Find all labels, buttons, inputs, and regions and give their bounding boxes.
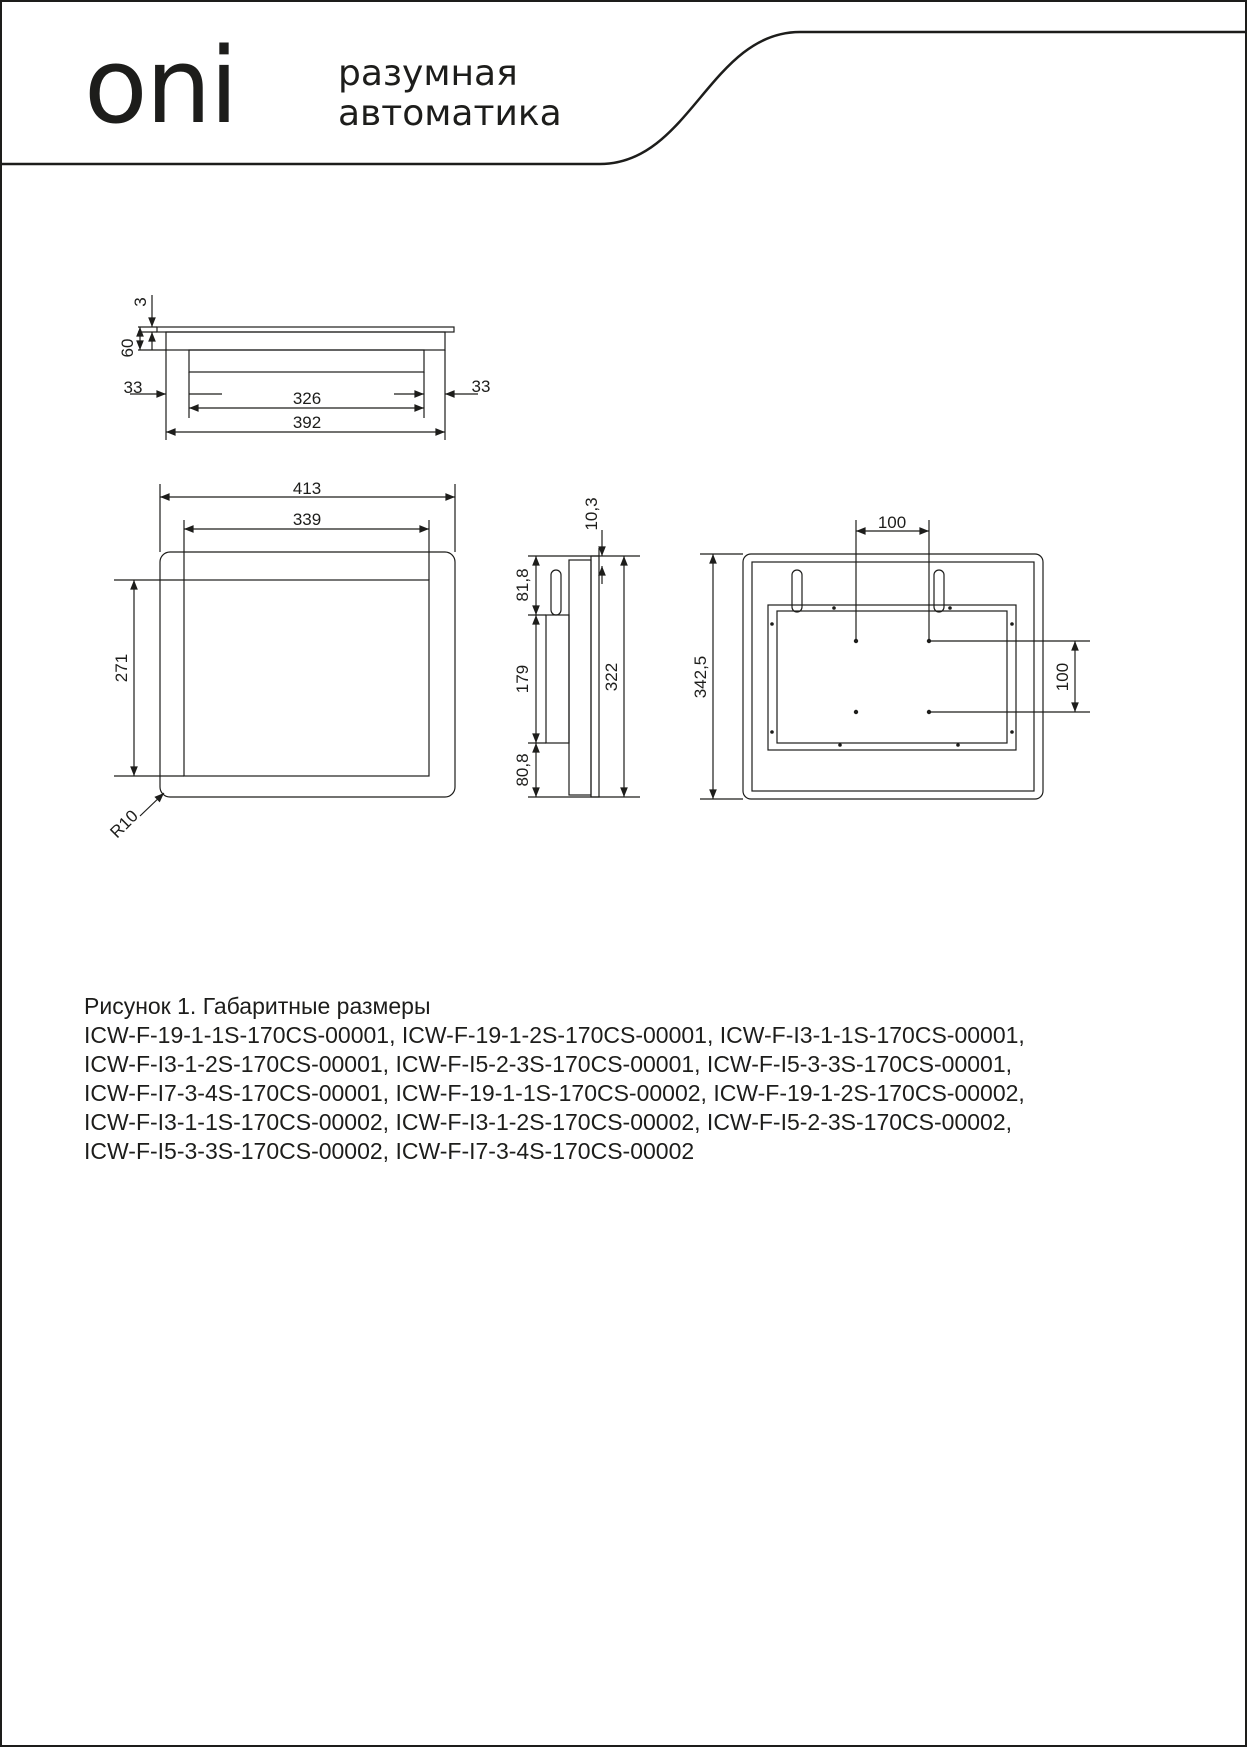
dim-box-height: 179 bbox=[513, 664, 532, 694]
front-view-frame bbox=[160, 552, 455, 797]
top-view-body bbox=[166, 332, 445, 350]
caption-line: ICW-F-I3-1-2S-170CS-00001, ICW-F-I5-2-3S-170CS-00001, ICW-F-I5-3-3S-170CS-00001, bbox=[84, 1051, 1013, 1077]
dim-top-offset: 81,8 bbox=[513, 568, 532, 602]
screw-hole bbox=[832, 606, 836, 610]
caption-line: ICW-F-I5-3-3S-170CS-00002, ICW-F-I7-3-4S-170CS-00002 bbox=[84, 1138, 695, 1164]
dim-body-width: 392 bbox=[292, 413, 322, 432]
mount-hole bbox=[927, 639, 931, 643]
rear-view-box-inner bbox=[777, 611, 1007, 743]
side-view bbox=[528, 530, 640, 797]
caption-line: ICW-F-I3-1-1S-170CS-00002, ICW-F-I3-1-2S-170CS-00002, ICW-F-I5-2-3S-170CS-00002, bbox=[84, 1109, 1013, 1135]
mount-hole bbox=[854, 639, 858, 643]
dim-corner-radius: R10 bbox=[106, 806, 142, 842]
screw-hole bbox=[1010, 730, 1014, 734]
side-view-body bbox=[569, 560, 591, 795]
dim-flange-thickness: 3 bbox=[131, 297, 150, 307]
screw-hole bbox=[1010, 622, 1014, 626]
rear-view-frame bbox=[743, 554, 1043, 799]
dim-depth: 60 bbox=[118, 338, 137, 358]
dim-inner-width: 326 bbox=[292, 389, 322, 408]
dim-screen-width: 339 bbox=[292, 510, 322, 529]
caption-title: Рисунок 1. Габаритные размеры bbox=[84, 993, 431, 1019]
dim-offset-left: 33 bbox=[123, 378, 143, 397]
front-view bbox=[114, 484, 455, 816]
rear-view-inner bbox=[752, 562, 1034, 791]
tagline-line-2: автоматика bbox=[338, 93, 562, 134]
top-view-flange bbox=[157, 327, 454, 332]
screw-hole bbox=[770, 622, 774, 626]
dim-screen-height: 271 bbox=[112, 653, 131, 683]
dim-bottom-offset: 80,8 bbox=[513, 753, 532, 787]
tagline-line-1: разумная bbox=[338, 53, 518, 94]
mount-hole bbox=[854, 710, 858, 714]
top-view-box bbox=[189, 350, 424, 372]
side-view-bracket bbox=[551, 570, 561, 615]
screw-hole bbox=[838, 743, 842, 747]
caption-line: ICW-F-19-1-1S-170CS-00001, ICW-F-19-1-2S-170CS-00001, ICW-F-I3-1-1S-170CS-00001, bbox=[84, 1022, 1025, 1048]
dim-body-height: 322 bbox=[602, 662, 621, 692]
screw-hole bbox=[956, 743, 960, 747]
dim-front-thickness: 10,3 bbox=[582, 497, 601, 531]
screw-hole bbox=[770, 730, 774, 734]
rear-view-holes bbox=[770, 606, 1014, 747]
dim-mount-spacing-v: 100 bbox=[1053, 662, 1072, 692]
figure-caption bbox=[84, 992, 1204, 1166]
side-view-front-panel bbox=[591, 556, 599, 797]
rear-view bbox=[700, 520, 1090, 799]
rear-view-box bbox=[768, 605, 1016, 750]
dim-mount-spacing-h: 100 bbox=[877, 513, 907, 532]
dim-overall-width: 413 bbox=[292, 479, 322, 498]
caption-line: ICW-F-I7-3-4S-170CS-00001, ICW-F-19-1-1S-170CS-00002, ICW-F-19-1-2S-170CS-00002, bbox=[84, 1080, 1025, 1106]
mount-hole bbox=[927, 710, 931, 714]
screw-hole bbox=[948, 606, 952, 610]
rear-view-bracket-right bbox=[934, 570, 944, 612]
dim-offset-right: 33 bbox=[471, 377, 491, 396]
rear-view-bracket-left bbox=[792, 570, 802, 612]
dim-overall-height: 342,5 bbox=[691, 655, 710, 699]
side-view-box bbox=[546, 615, 569, 743]
brand-logo: oni bbox=[84, 25, 237, 147]
front-view-screen bbox=[184, 580, 429, 776]
